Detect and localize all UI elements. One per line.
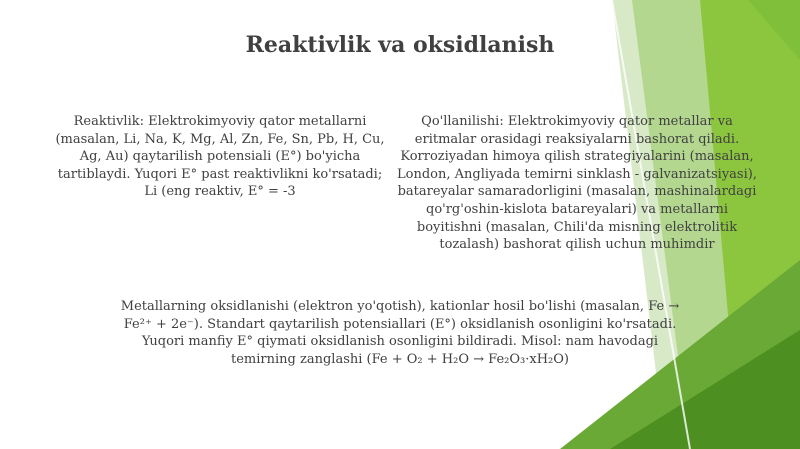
reactivity-text: Reaktivlik: Elektrokimyoviy qator metallarni (masalan, Li, Na, K, Mg, Al, Zn, Fe, Sn, Pb, H, Cu, Ag, Au) qaytarilish potensiali (E°) bo'yicha tartiblaydi. Yuqori E° past reaktivlikni ko'rsatadi; Li (eng reaktiv, E° = -3 [55,114,385,200]
slide-title: Reaktivlik va oksidlanish [245,32,555,58]
oxidation-text: Metallarning oksidlanishi (elektron yo'qotish), kationlar hosil bo'lishi (masalan, Fe → Fe²⁺ + 2e⁻). Standart qaytarilish potensiallari (E°) oksidlanish osonligini ko'rsatadi. Yuqori manfiy E° qiymati oksidlanish osonligini bildiradi. Misol: nam havodagi temirning zanglashi (Fe + O₂ + H₂O → Fe₂O₃·xH₂O) [120,299,680,367]
applications-text: Qo'llanilishi: Elektrokimyoviy qator metallar va eritmalar orasidagi reaksiyalarni bashorat qiladi. Korroziyadan himoya qilish strategiyalarini (masalan, London, Angliyada temirni sinklash - galvanizatsiyasi), batareyalar samaradorligini (masalan, mashinalardagi qo'rg'oshin-kislota batareyalari) va metallarni boyitishni (masalan, Chili'da misning elektrolitik tozalash) bashorat qilish uchun muhimdir [397,114,757,253]
